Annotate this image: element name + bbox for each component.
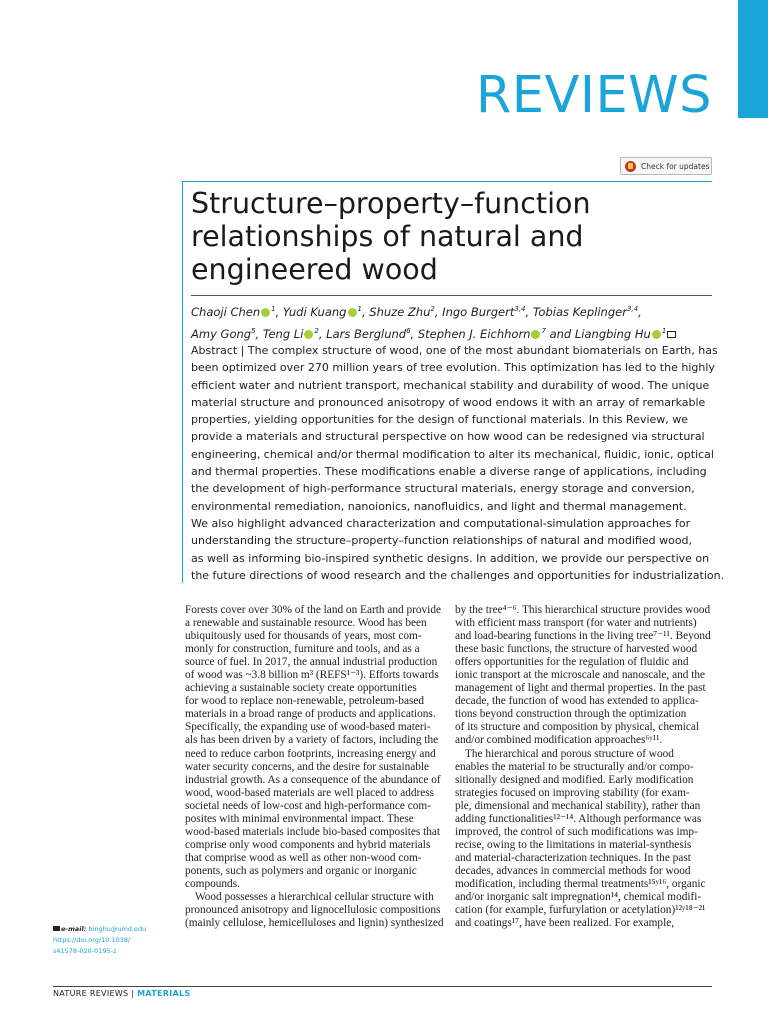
text-line: tions beyond construction through the optimization — [455, 708, 687, 721]
abstract-line: provide a materials and structural perspective on how wood can be redesigned via structural — [191, 430, 705, 444]
author-name: Liangbing Hu — [574, 326, 651, 341]
author-separator: and — [545, 326, 575, 341]
author-affiliation: 3,4 — [514, 305, 526, 313]
author-name: Shuze Zhu — [369, 304, 431, 319]
orcid-icon — [261, 308, 270, 317]
author-name: Yudi Kuang — [282, 304, 347, 319]
frame-top-rule — [182, 181, 712, 182]
author-name: Teng Li — [262, 326, 304, 341]
text-line: with efficient mass transport (for water and nutrients) — [455, 617, 697, 630]
text-line: and coatings¹⁷, have been realized. For example, — [455, 917, 675, 930]
text-line: (mainly cellulose, hemicelluloses and lignin) synthesized — [185, 917, 444, 930]
abstract-line: Abstract | The complex structure of wood, one of the most abundant biomaterials on Earth, has — [191, 344, 718, 357]
text-line: water security concerns, and the desire for sustainable — [185, 760, 430, 773]
author-name: Ingo Burgert — [442, 304, 515, 319]
text-line: and/or inorganic salt impregnation¹⁴, chemical modifi- — [455, 891, 702, 904]
abstract — [191, 342, 725, 584]
abstract-line: been optimized over 270 million years of tree evolution. This optimization has led to the highly — [191, 361, 715, 375]
author-separator: , — [410, 326, 418, 341]
email-icon — [53, 926, 60, 931]
abstract-line: efficient water and nutrient transport, mechanical stability and durability of wood. The unique — [191, 378, 710, 392]
correspondence-sidebar — [53, 924, 146, 957]
text-line: recise, owing to the limitations in material-synthesis — [455, 838, 692, 851]
author-name: Lars Berglund — [326, 326, 407, 341]
author-separator: , — [434, 304, 443, 319]
email-label: e-mail: — [61, 925, 87, 933]
text-line: by the tree⁴⁻⁶. This hierarchical structure provides wood — [455, 604, 711, 616]
text-line: wood, wood-based materials are well placed to address — [185, 786, 435, 799]
text-line: enables the material to be structurally and/or compo- — [455, 760, 694, 773]
abstract-line: properties, yielding opportunities for the design of functional materials. In this Review, we — [191, 413, 689, 427]
text-line: strategies focused on improving stability (for exam- — [455, 786, 690, 799]
text-line: achieving a sustainable society create opportunities — [185, 682, 417, 695]
text-line: materials in a broad range of products and applications. — [185, 708, 436, 721]
text-line: ple, dimensional and mechanical stability), rather than — [455, 799, 701, 812]
author-affiliation: 1 — [357, 305, 362, 313]
text-line: societal needs of low-cost and high-performance com- — [185, 799, 431, 812]
text-line: and load-bearing functions in the living tree⁷⁻¹¹. Beyond — [455, 630, 711, 643]
author-name: Tobias Keplinger — [532, 304, 627, 319]
text-line: and/or combined modification approaches⁶ʸ¹¹. — [455, 734, 663, 747]
email-icon — [667, 331, 676, 338]
author-affiliation: 3,4 — [626, 305, 639, 313]
text-line: sitionally designed and modified. Early modification — [455, 773, 694, 786]
text-line: need to reduce carbon footprints, increasing energy and — [185, 747, 436, 760]
author-separator: , — [361, 304, 370, 319]
email-link[interactable]: binghu@umd.edu — [88, 925, 147, 933]
author-name: Stephen J. Eichhorn — [417, 326, 531, 341]
author-line — [191, 322, 716, 344]
doi-link[interactable]: https://doi.org/10.1038/ — [53, 936, 131, 944]
author-name: Chaoji Chen — [191, 304, 261, 319]
abstract-line: engineering, chemical and/or thermal modification to alter its mechanical, fluidic, ionic, optical — [191, 447, 714, 461]
section-tab — [738, 0, 768, 118]
text-line: management of light and thermal properties. In the past — [455, 682, 706, 695]
author-affiliation: 2 — [430, 305, 435, 313]
section-heading: REVIEWS — [475, 66, 712, 125]
text-line: and material-characterization techniques. In the past — [455, 851, 691, 864]
text-line: these basic functions, the structure of harvested wood — [455, 643, 698, 656]
text-line: als has been driven by a variety of factors, including the — [185, 734, 439, 747]
author-separator: , — [255, 326, 263, 341]
frame-left-rule — [182, 181, 183, 583]
text-line: improved, the control of such modifications was imp- — [455, 825, 698, 838]
text-line: posites with minimal environmental impact. These — [185, 812, 414, 825]
text-line: ubiquitously used for thousands of years, most com- — [185, 630, 422, 643]
text-line: The hierarchical and porous structure of wood — [465, 747, 674, 760]
orcid-icon — [652, 330, 661, 339]
text-line: comprise only wood components and hybrid materials — [185, 838, 431, 851]
text-line: pronounced anisotropy and lignocellulosic compositions — [185, 904, 441, 917]
author-list — [191, 300, 716, 344]
text-line: ionic transport at the microscale and nanoscale, and the — [455, 669, 706, 682]
footer — [53, 989, 190, 998]
text-line: adding functionalities¹²⁻¹⁴. Although performance was — [455, 812, 702, 825]
text-line: modification, including thermal treatments¹⁵ʸ¹⁶, organic — [455, 877, 706, 890]
text-line: monly for construction, furniture and tools, and as a — [185, 643, 420, 656]
doi-link[interactable]: s41578-020-0195-z — [53, 947, 117, 955]
text-line: decades, advances in commercial methods for wood — [455, 864, 691, 877]
author-separator: , — [638, 304, 642, 319]
body-column-left — [185, 604, 444, 930]
author-line — [191, 300, 716, 322]
text-line: for wood to replace non-renewable, petroleum-based — [185, 695, 425, 708]
author-affiliation: 7 — [541, 326, 546, 335]
abstract-line: the future directions of wood research and the challenges and opportunities for industrialization. — [191, 568, 725, 582]
text-line: source of fuel. In 2017, the annual industrial production — [185, 656, 438, 669]
text-line: Forests cover over 30% of the land on Earth and provide — [185, 604, 441, 616]
author-name: Amy Gong — [191, 326, 252, 341]
text-line: cation (for example, furfurylation or acetylation)¹²ʸ¹⁸⁻²¹ — [455, 904, 706, 917]
author-affiliation: 1 — [271, 305, 276, 313]
abstract-line: environmental remediation, nanoionics, nanofluidics, and light and thermal management. — [191, 499, 687, 513]
text-line: of its structure and composition by physical, chemical — [455, 721, 700, 734]
abstract-line: We also highlight advanced characterization and computational-simulation approaches for — [191, 516, 691, 530]
text-line: of wood was ~3.8 billion m³ (REFS¹⁻³). Efforts towards — [185, 669, 439, 682]
footer-rule — [53, 986, 712, 987]
text-line: wood-based materials include bio-based composites that — [185, 825, 441, 838]
title-rule — [191, 295, 712, 296]
text-line: compounds. — [185, 877, 240, 890]
author-affiliation: 6 — [406, 326, 411, 335]
journal-subject: MATERIALS — [137, 989, 191, 998]
orcid-icon — [348, 308, 357, 317]
crossmark-icon — [625, 161, 636, 172]
title-line: Structure–property–function — [191, 187, 591, 220]
orcid-icon — [304, 330, 313, 339]
abstract-line: material structure and pronounced anisotropy of wood endows it with an array of remarkable — [191, 395, 706, 409]
footer-separator: | — [128, 989, 138, 998]
author-affiliation: 1 — [661, 326, 667, 335]
text-line: decade, the function of wood has extended to applica- — [455, 695, 699, 708]
text-line: offers opportunities for the regulation of fluidic and — [455, 656, 689, 669]
orcid-icon — [531, 330, 540, 339]
title-line: engineered wood — [191, 253, 438, 286]
abstract-line: understanding the structure–property–function relationships of natural and modified wood, — [191, 534, 693, 548]
text-line: Wood possesses a hierarchical cellular structure with — [195, 891, 434, 904]
text-line: a renewable and sustainable resource. Wood has been — [185, 617, 427, 630]
article-title — [191, 187, 711, 286]
author-affiliation: 2 — [314, 326, 319, 335]
abstract-line: and thermal properties. These modifications enable a diverse range of applications, including — [191, 465, 707, 479]
check-for-updates-button[interactable] — [620, 157, 712, 175]
author-separator: , — [318, 326, 327, 341]
author-affiliation: 5 — [251, 326, 256, 335]
title-line: relationships of natural and — [191, 220, 584, 253]
author-separator: , — [275, 304, 283, 319]
check-for-updates-label: Check for updates — [641, 161, 710, 171]
text-line: Specifically, the expanding use of wood-based materi- — [185, 721, 431, 734]
abstract-line: as well as informing bio-inspired synthetic designs. In addition, we provide our perspective on — [191, 551, 710, 565]
journal-name: NATURE REVIEWS — [53, 989, 129, 998]
text-line: industrial growth. As a consequence of the abundance of — [185, 773, 441, 786]
text-line: ponents, such as polymers and organic or inorganic — [185, 864, 417, 877]
abstract-line: the development of high-performance structural materials, energy storage and conversion, — [191, 482, 695, 496]
author-separator: , — [525, 304, 533, 319]
body-column-right — [455, 604, 713, 930]
text-line: that comprise wood as well as other non-wood com- — [185, 851, 422, 864]
